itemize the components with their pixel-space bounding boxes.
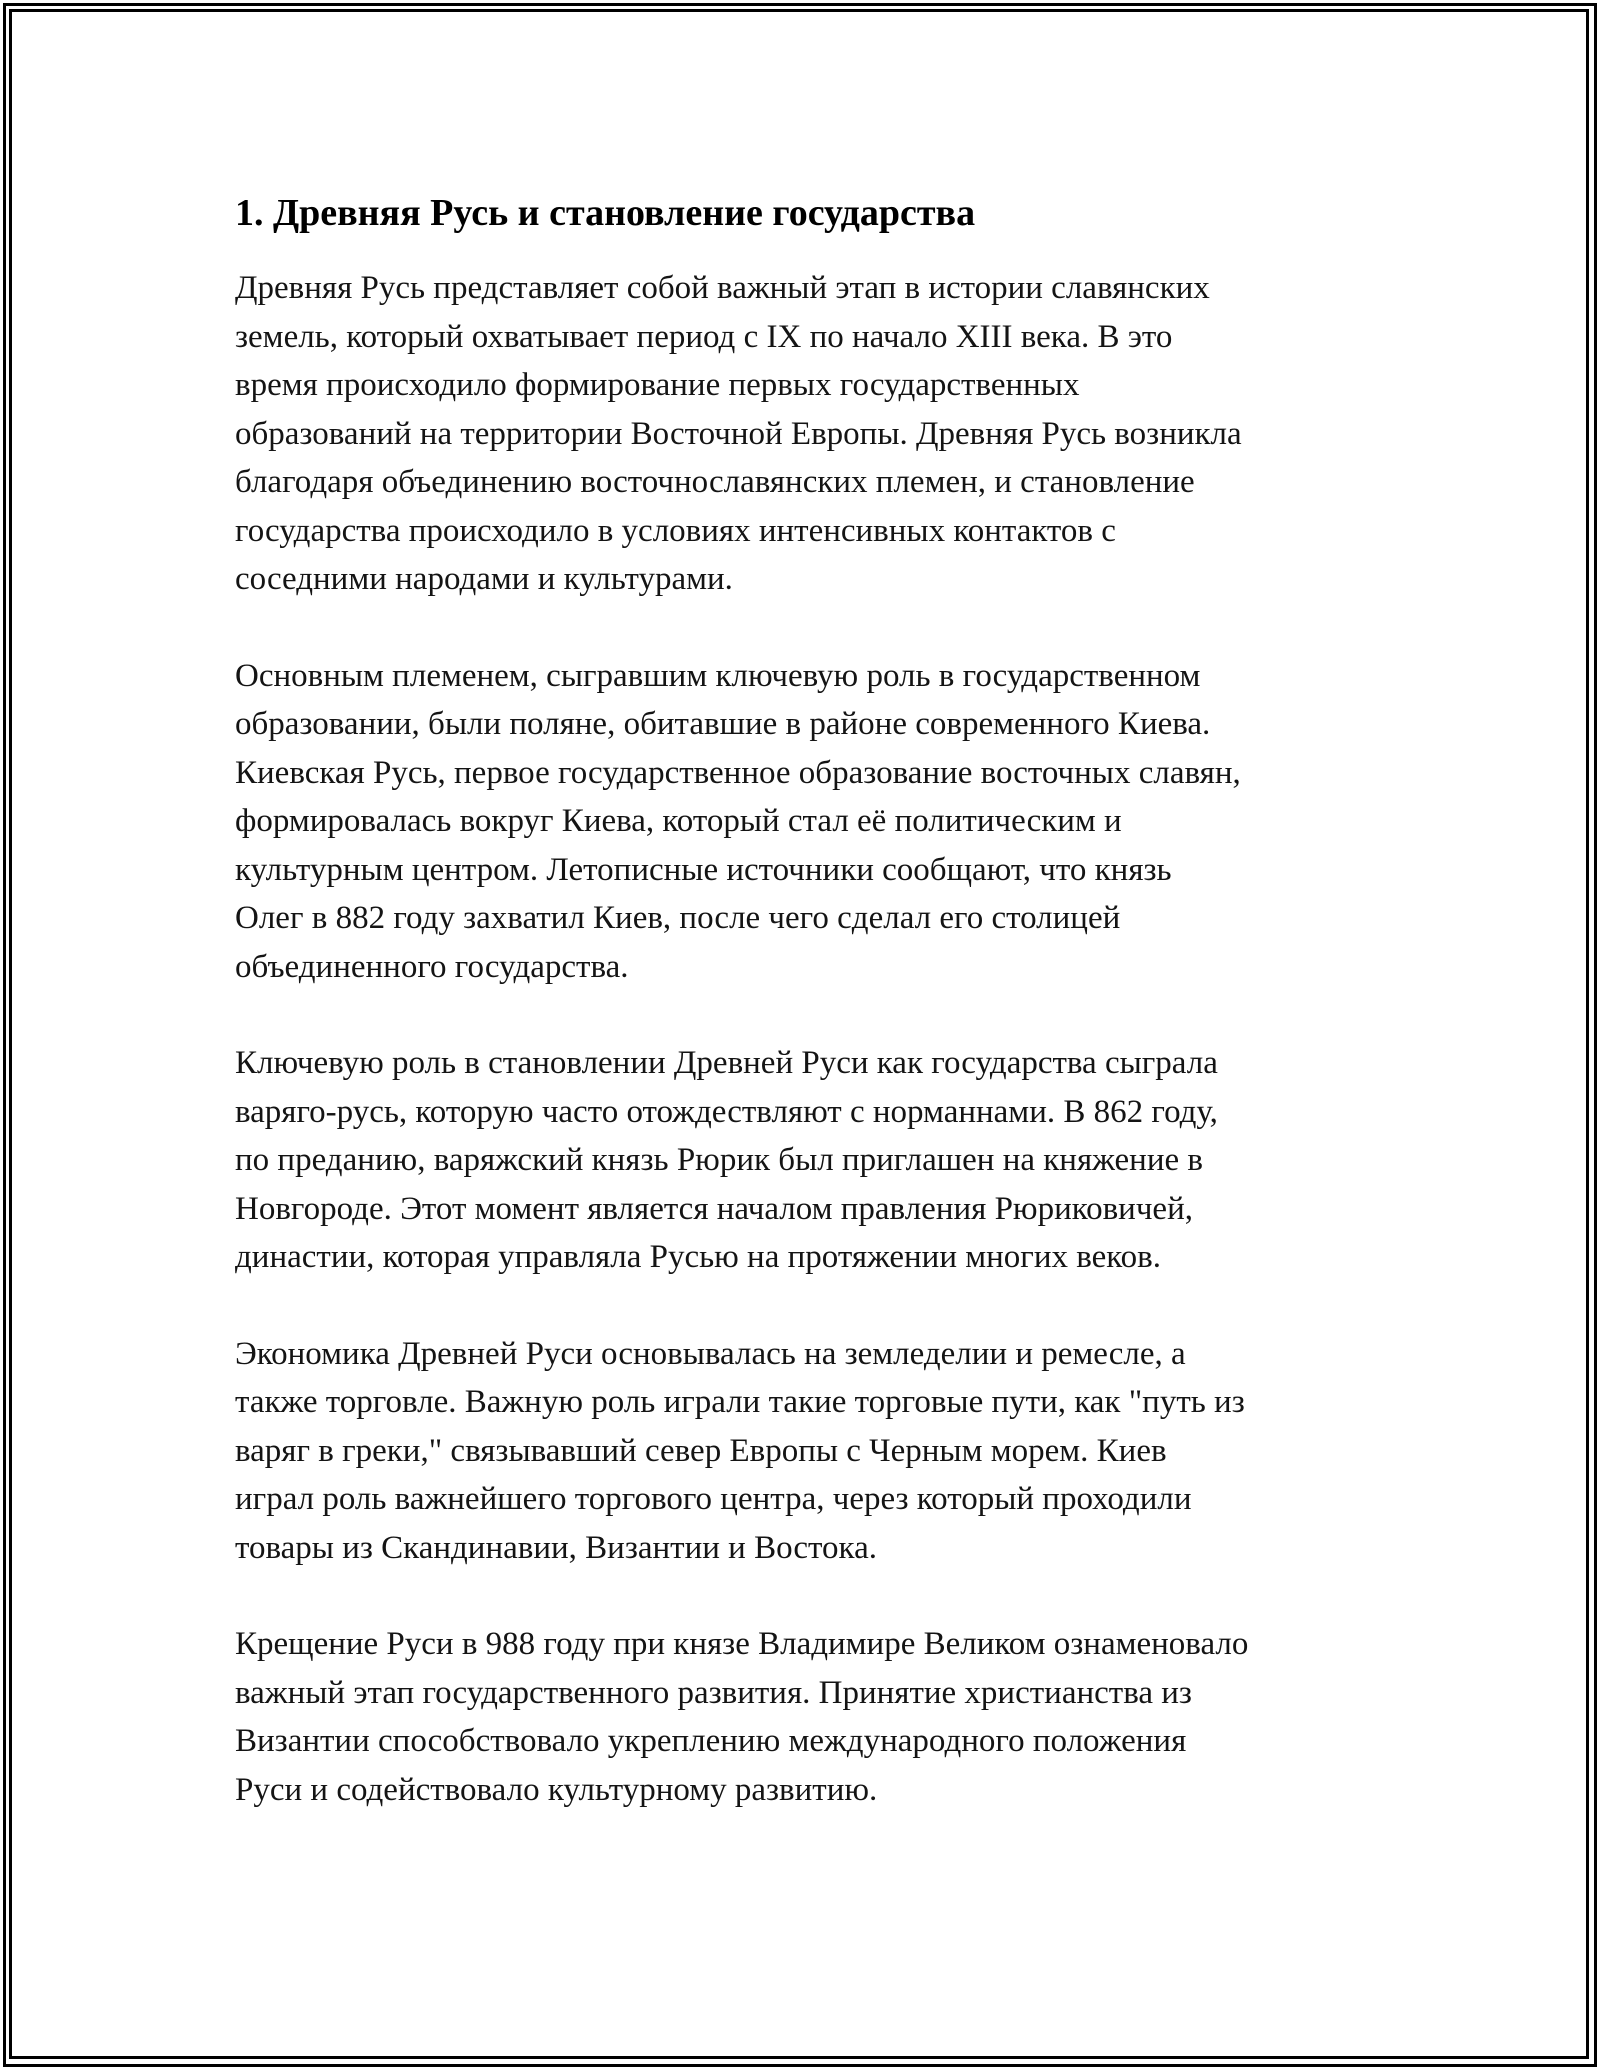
text-line: товары из Скандинавии, Византии и Востока. — [235, 1529, 877, 1566]
text-line: Олег в 882 году захватил Киев, после чего сделал его столицей — [235, 900, 1121, 936]
text-line: варяго-русь, которую часто отождествляют с норманнами. В 862 году, — [235, 1093, 1218, 1130]
text-line: династии, которая управляла Русью на протяжении многих веков. — [235, 1239, 1161, 1275]
text-line: по преданию, варяжский князь Рюрик был приглашен на княжение в — [235, 1142, 1203, 1178]
paragraph-3 — [235, 1039, 1375, 1282]
section-heading: 1. Древняя Русь и становление государства — [235, 192, 976, 234]
text-line: Экономика Древней Руси основывалась на земледелии и ремесле, а — [235, 1335, 1186, 1372]
text-line: Киевская Русь, первое государственное образование восточных славян, — [235, 754, 1241, 791]
document-body — [235, 184, 1375, 1862]
paragraph-2 — [235, 652, 1375, 992]
text-line: образований на территории Восточной Европы. Древняя Русь возникла — [235, 415, 1242, 452]
text-line: Новгороде. Этот момент является началом правления Рюриковичей, — [235, 1190, 1193, 1227]
text-line: Ключевую роль в становлении Древней Руси как государства сыграла — [235, 1045, 1218, 1081]
text-line: благодаря объединению восточнославянских племен, и становление — [235, 464, 1195, 500]
text-line: играл роль важнейшего торгового центра, через который проходили — [235, 1481, 1192, 1517]
text-line: время происходило формирование первых государственных — [235, 367, 1080, 403]
text-line: варяг в греки," связывавший север Европы с Черным морем. Киев — [235, 1432, 1167, 1469]
text-line: образовании, были поляне, обитавшие в районе современного Киева. — [235, 706, 1211, 742]
text-line: Основным племенем, сыгравшим ключевую роль в государственном — [235, 657, 1201, 694]
text-line: культурным центром. Летописные источники сообщают, что князь — [235, 851, 1172, 888]
text-line: Крещение Руси в 988 году при князе Владимире Великом ознаменовало — [235, 1626, 1249, 1662]
text-line: формировалась вокруг Киева, который стал её политическим и — [235, 803, 1122, 839]
text-line: Древняя Русь представляет собой важный этап в истории славянских — [235, 270, 1210, 306]
paragraph-1 — [235, 264, 1375, 604]
text-line: соседними народами и культурами. — [235, 561, 733, 597]
text-line: государства происходило в условиях интенсивных контактов с — [235, 512, 1116, 549]
paragraph-4 — [235, 1330, 1375, 1573]
text-line: объединенного государства. — [235, 948, 629, 985]
text-line: также торговле. Важную роль играли такие торговые пути, как "путь из — [235, 1384, 1245, 1420]
paragraph-5 — [235, 1620, 1375, 1814]
text-line: Византии способствовало укреплению международного положения — [235, 1723, 1187, 1759]
text-line: Руси и содействовало культурному развитию. — [235, 1771, 878, 1808]
text-line: важный этап государственного развития. Принятие христианства из — [235, 1674, 1192, 1711]
text-line: земель, который охватывает период с IX по начало XIII века. В это — [235, 318, 1173, 355]
